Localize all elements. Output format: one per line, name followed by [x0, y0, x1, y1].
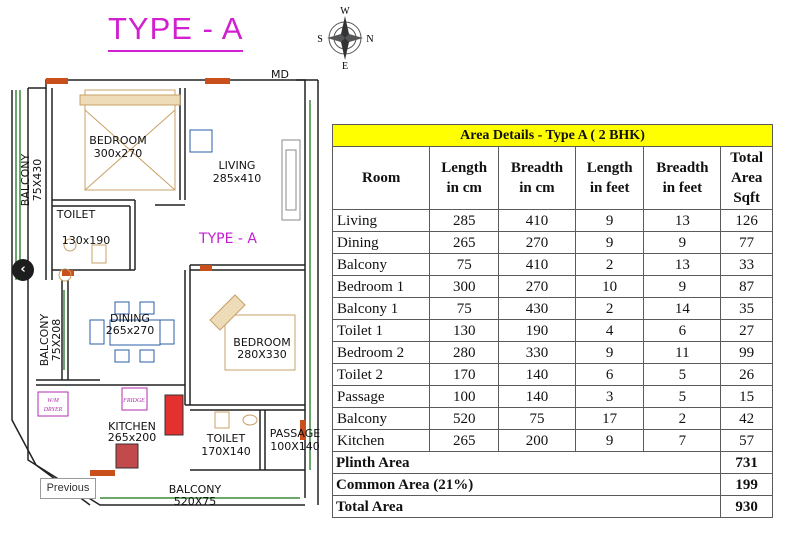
room-kitchen-name: KITCHEN	[108, 420, 156, 433]
table-row	[333, 342, 773, 364]
cell-value: 57	[721, 430, 773, 452]
cell-value: 4	[575, 320, 644, 342]
totals-row	[333, 452, 773, 474]
room-balcony-top-name: BALCONY	[19, 153, 32, 207]
th-breadth-cm: Breadth in cm	[499, 147, 576, 210]
cell-value: 300	[430, 276, 499, 298]
totals-label: Plinth Area	[333, 452, 721, 474]
th-total: Total Area Sqft	[721, 147, 773, 210]
room-dining-dims: 265x270	[105, 324, 155, 337]
cell-value: 87	[721, 276, 773, 298]
cell-value: 33	[721, 254, 773, 276]
appliance-dryer: DRYER	[43, 407, 63, 413]
cell-value: 15	[721, 386, 773, 408]
cell-value: 330	[499, 342, 576, 364]
room-toilet2-dims: 170X140	[201, 445, 251, 458]
cell-value: 99	[721, 342, 773, 364]
room-passage-name: PASSAGE	[269, 427, 321, 440]
totals-value: 930	[721, 496, 773, 518]
cell-value: 5	[644, 364, 721, 386]
cell-value: 6	[644, 320, 721, 342]
totals-row	[333, 474, 773, 496]
cell-value: 6	[575, 364, 644, 386]
table-title: Area Details - Type A ( 2 BHK)	[333, 125, 773, 147]
cell-value: 170	[430, 364, 499, 386]
cell-value: 2	[575, 298, 644, 320]
cell-value: 75	[430, 298, 499, 320]
cell-value: 75	[499, 408, 576, 430]
totals-label: Total Area	[333, 496, 721, 518]
table-row	[333, 364, 773, 386]
cell-value: 9	[644, 276, 721, 298]
room-bedroom2-name: BEDROOM	[233, 336, 291, 349]
compass-e: E	[341, 61, 349, 72]
room-bedroom1-name: BEDROOM	[89, 134, 147, 147]
cell-value: 9	[644, 232, 721, 254]
cell-value: 190	[499, 320, 576, 342]
room-kitchen-dims: 265x200	[107, 431, 157, 444]
md-label: MD	[271, 68, 289, 81]
balcony-rails	[16, 90, 310, 498]
table-body	[333, 210, 773, 452]
cell-value: 42	[721, 408, 773, 430]
cell-value: 27	[721, 320, 773, 342]
totals-value: 199	[721, 474, 773, 496]
cell-value: 3	[575, 386, 644, 408]
room-toilet2-name: TOILET	[206, 432, 246, 445]
cell-value: 11	[644, 342, 721, 364]
room-toilet1-name: TOILET	[56, 208, 96, 221]
cell-value: 2	[575, 254, 644, 276]
table-row	[333, 210, 773, 232]
cell-room: Balcony	[333, 408, 430, 430]
cell-value: 265	[430, 430, 499, 452]
appliance-wm: W/M	[47, 398, 59, 404]
cell-room: Balcony	[333, 254, 430, 276]
room-balcony-left-name: BALCONY	[38, 313, 51, 367]
cell-value: 9	[575, 210, 644, 232]
table-row	[333, 298, 773, 320]
cell-value: 7	[644, 430, 721, 452]
cell-value: 9	[575, 342, 644, 364]
cell-room: Bedroom 2	[333, 342, 430, 364]
compass-n: N	[366, 34, 374, 45]
room-bedroom2-dims: 280X330	[237, 348, 287, 361]
totals-label: Common Area (21%)	[333, 474, 721, 496]
cell-value: 2	[644, 408, 721, 430]
table-header-row	[333, 147, 773, 210]
plan-type-label: TYPE - A	[199, 231, 257, 247]
table-row	[333, 386, 773, 408]
compass-w: W	[340, 6, 350, 17]
cell-room: Bedroom 1	[333, 276, 430, 298]
th-room: Room	[333, 147, 430, 210]
cell-value: 520	[430, 408, 499, 430]
th-length-cm: Length in cm	[430, 147, 499, 210]
room-balcony-bottom-name: BALCONY	[168, 483, 222, 496]
compass-icon	[317, 6, 373, 72]
cell-value: 13	[644, 254, 721, 276]
room-balcony-bottom-dims: 520X75	[173, 495, 217, 508]
page-title: TYPE - A	[108, 10, 243, 52]
th-breadth-ft: Breadth in feet	[644, 147, 721, 210]
cell-value: 126	[721, 210, 773, 232]
cell-value: 77	[721, 232, 773, 254]
room-toilet1-dims: 130x190	[61, 234, 111, 247]
table-row	[333, 408, 773, 430]
cell-value: 270	[499, 276, 576, 298]
cell-value: 410	[499, 210, 576, 232]
previous-button[interactable]: Previous	[40, 478, 96, 499]
totals-value: 731	[721, 452, 773, 474]
cell-value: 270	[499, 232, 576, 254]
cell-value: 35	[721, 298, 773, 320]
table-row	[333, 320, 773, 342]
cell-room: Balcony 1	[333, 298, 430, 320]
cell-value: 75	[430, 254, 499, 276]
area-table	[332, 124, 773, 518]
th-length-ft: Length in feet	[575, 147, 644, 210]
cell-value: 285	[430, 210, 499, 232]
table-row	[333, 430, 773, 452]
cell-value: 410	[499, 254, 576, 276]
cell-value: 130	[430, 320, 499, 342]
cell-value: 5	[644, 386, 721, 408]
table-row	[333, 276, 773, 298]
room-dining-name: DINING	[110, 312, 150, 325]
cell-value: 13	[644, 210, 721, 232]
cell-value: 100	[430, 386, 499, 408]
cell-room: Toilet 2	[333, 364, 430, 386]
cell-value: 26	[721, 364, 773, 386]
chair-icon	[190, 130, 212, 152]
room-living-name: LIVING	[218, 159, 256, 172]
cell-value: 10	[575, 276, 644, 298]
table-row	[333, 254, 773, 276]
cell-value: 17	[575, 408, 644, 430]
room-balcony-top-dims: 75X430	[31, 158, 44, 202]
cell-room: Toilet 1	[333, 320, 430, 342]
compass-s: S	[317, 34, 323, 45]
cell-value: 9	[575, 232, 644, 254]
cell-value: 265	[430, 232, 499, 254]
cell-value: 9	[575, 430, 644, 452]
cell-value: 14	[644, 298, 721, 320]
room-living-dims: 285x410	[212, 172, 262, 185]
cell-room: Kitchen	[333, 430, 430, 452]
cell-value: 140	[499, 364, 576, 386]
cell-room: Dining	[333, 232, 430, 254]
room-bedroom1-dims: 300x270	[93, 147, 143, 160]
room-passage-dims: 100X140	[270, 440, 320, 453]
totals-row	[333, 496, 773, 518]
appliance-fridge: FRIDGE	[123, 398, 145, 404]
cell-value: 200	[499, 430, 576, 452]
room-balcony-left-dims: 75X208	[50, 318, 63, 362]
cell-room: Living	[333, 210, 430, 232]
cell-room: Passage	[333, 386, 430, 408]
prev-arrow-icon[interactable]: ‹	[12, 259, 34, 281]
table-totals	[333, 452, 773, 518]
table-row	[333, 232, 773, 254]
toilet-2-fixtures	[215, 412, 257, 428]
cell-value: 140	[499, 386, 576, 408]
cell-value: 430	[499, 298, 576, 320]
cell-value: 280	[430, 342, 499, 364]
sofa-icon	[282, 140, 300, 220]
